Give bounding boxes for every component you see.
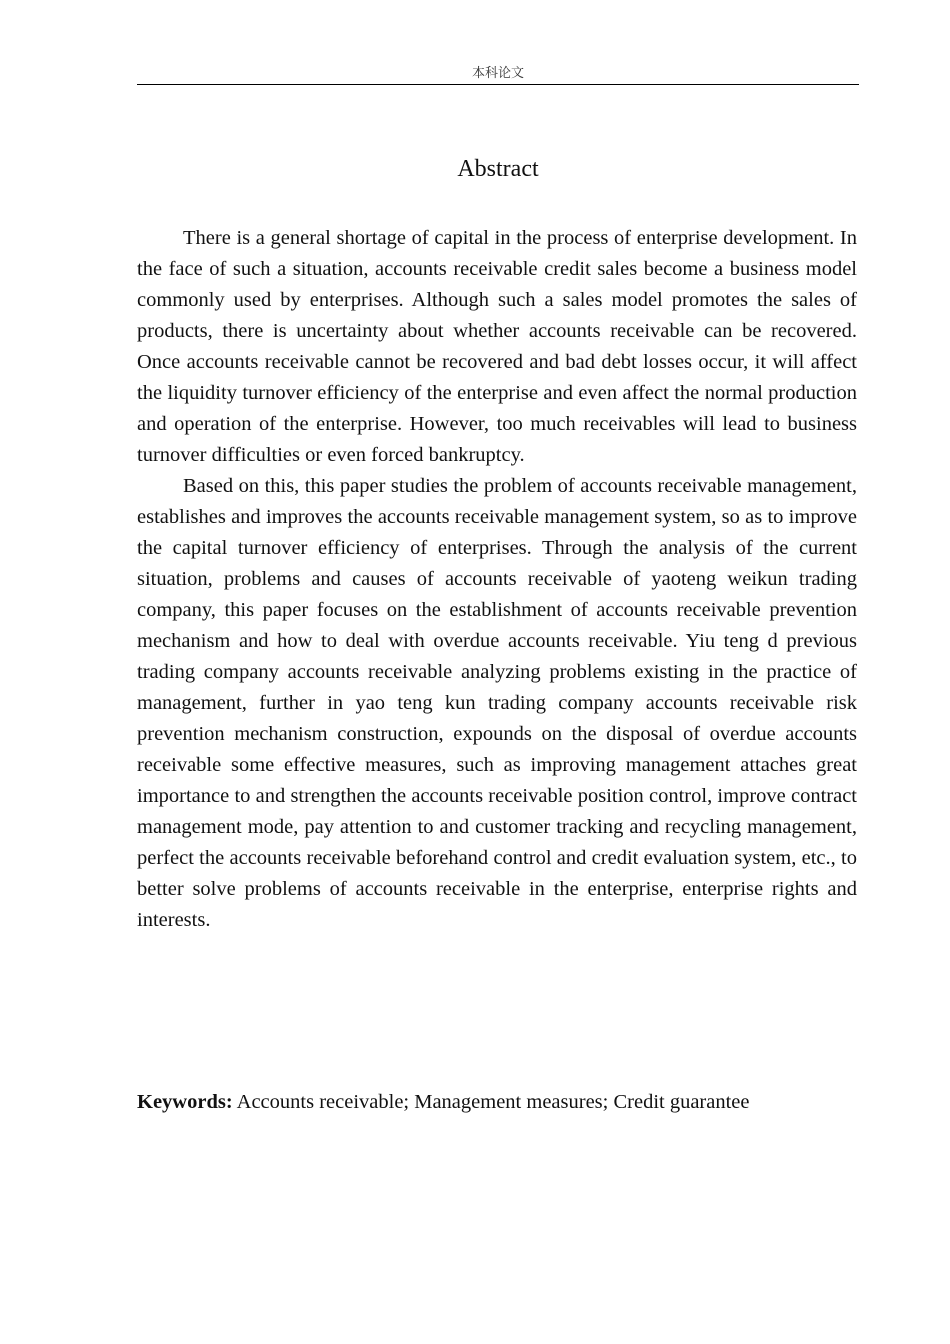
header-rule bbox=[137, 84, 859, 85]
abstract-body bbox=[137, 223, 857, 936]
keywords-text: Accounts receivable; Management measures; Credit guarantee bbox=[232, 1091, 750, 1113]
keywords-label: Keywords: bbox=[137, 1091, 233, 1113]
abstract-title: Abstract bbox=[457, 156, 539, 182]
keywords-line bbox=[137, 1087, 857, 1118]
abstract-paragraph-2: Based on this, this paper studies the problem of accounts receivable management, establishes and improves the accounts receivable management system, so as to improve the capital turnover efficiency of enterprises. Through the analysis of the current situation, problems and causes of accounts receivable of yaoteng weikun trading company, this paper focuses on the establishment of accounts receivable prevention mechanism and how to deal with overdue accounts receivable. Yiu teng d previous trading company accounts receivable analyzing problems existing in the practice of management, further in yao teng kun trading company accounts receivable risk prevention mechanism construction, expounds on the disposal of overdue accounts receivable some effective measures, such as improving management attaches great importance to and strengthen the accounts receivable position control, improve contract management mode, pay attention to and customer tracking and recycling management, perfect the accounts receivable beforehand control and credit evaluation system, etc., to better solve problems of accounts receivable in the enterprise, enterprise rights and interests. bbox=[137, 475, 857, 931]
abstract-paragraph-1: There is a general shortage of capital in the process of enterprise development. In the face of such a situation, accounts receivable credit sales become a business model commonly used by enterprises. Although such a sales model promotes the sales of products, there is uncertainty about whether accounts receivable can be recovered. Once accounts receivable cannot be recovered and bad debt losses occur, it will affect the liquidity turnover efficiency of the enterprise and even affect the normal production and operation of the enterprise. However, too much receivables will lead to business turnover difficulties or even forced bankruptcy. bbox=[137, 227, 857, 466]
running-header: 本科论文 bbox=[471, 66, 524, 81]
